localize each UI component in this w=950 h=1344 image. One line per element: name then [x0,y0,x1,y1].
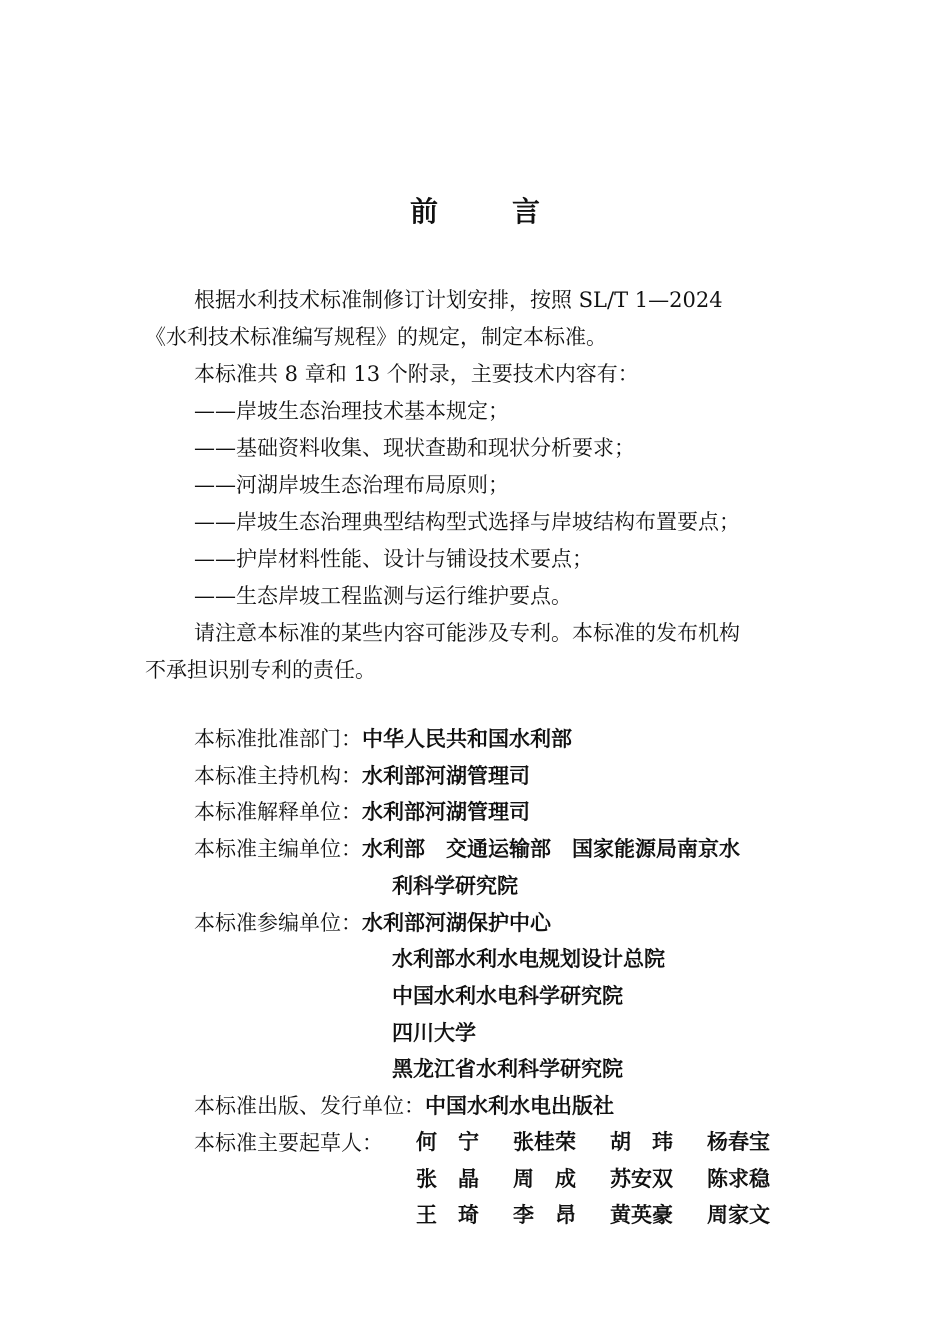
paragraph-3-line-1: 请注意本标准的某些内容可能涉及专利。本标准的发布机构 [194,621,740,645]
interpretation-label: 本标准解释单位： [194,800,362,825]
list-item: ——河湖岸坡生态治理布局原则； [194,473,509,497]
interpretation-value: 水利部河湖管理司 [362,800,530,825]
drafter-name: 周 成 [513,1166,576,1191]
drafter-name: 苏安双 [610,1166,673,1191]
page-title [0,190,950,230]
publisher-label: 本标准出版、发行单位： [194,1094,425,1119]
drafter-name: 周家文 [707,1203,770,1228]
chief-editor-value: 水利部 交通运输部 国家能源局南京水 [362,837,740,862]
interpretation-row [194,794,854,831]
participating-row [194,905,854,942]
drafter-name: 张 晶 [416,1166,479,1191]
drafters-line [416,1124,804,1161]
drafter-name: 陈求稳 [707,1166,770,1191]
drafter-name: 王 琦 [416,1203,479,1228]
paragraph-1-line-1: 根据水利技术标准制修订计划安排，按照 SL/T 1—2024 [194,288,723,312]
preface-body [145,282,835,689]
participating-unit: 水利部河湖保护中心 [362,910,551,935]
title-char-1: 前 [409,195,438,228]
approval-value: 中华人民共和国水利部 [362,727,572,751]
standard-metadata [194,721,854,1161]
publisher-value: 中国水利水电出版社 [425,1094,614,1119]
title-char-2: 言 [512,195,541,228]
drafter-name: 黄英豪 [610,1203,673,1228]
list-item: ——生态岸坡工程监测与运行维护要点。 [194,584,572,608]
list-item: ——岸坡生态治理典型结构型式选择与岸坡结构布置要点； [194,510,740,534]
drafter-name: 胡 玮 [610,1130,673,1154]
list-item: ——护岸材料性能、设计与铺设技术要点； [194,547,593,571]
host-label: 本标准主持机构： [194,763,362,788]
drafter-name: 张桂荣 [513,1130,576,1154]
list-item: ——基础资料收集、现状查勘和现状分析要求； [194,436,635,460]
participating-unit: 四川大学 [392,1020,476,1045]
chief-editor-row [194,831,854,868]
host-row [194,758,854,795]
host-value: 水利部河湖管理司 [362,763,530,788]
drafters-list [416,1124,804,1234]
drafter-name: 杨春宝 [707,1130,770,1154]
participating-unit: 中国水利水电科学研究院 [392,983,623,1008]
chief-editor-label: 本标准主编单位： [194,837,362,862]
participating-label: 本标准参编单位： [194,910,362,935]
list-item: ——岸坡生态治理技术基本规定； [194,399,509,423]
paragraph-1-line-2: 《水利技术标准编写规程》的规定，制定本标准。 [145,325,607,349]
drafters-line [416,1161,804,1198]
drafters-line [416,1197,804,1234]
drafter-name: 何 宁 [416,1130,479,1154]
paragraph-2: 本标准共 8 章和 13 个附录，主要技术内容有： [194,362,639,386]
approval-label: 本标准批准部门： [194,727,362,751]
publisher-row [194,1088,854,1125]
drafter-name: 李 昂 [513,1203,576,1228]
participating-unit: 黑龙江省水利科学研究院 [392,1057,623,1082]
drafters-label: 本标准主要起草人： [194,1130,383,1155]
participating-unit: 水利部水利水电规划设计总院 [392,947,665,972]
chief-editor-value-continued: 利科学研究院 [392,873,518,898]
approval-row [194,721,854,758]
paragraph-3-line-2: 不承担识别专利的责任。 [145,658,376,682]
